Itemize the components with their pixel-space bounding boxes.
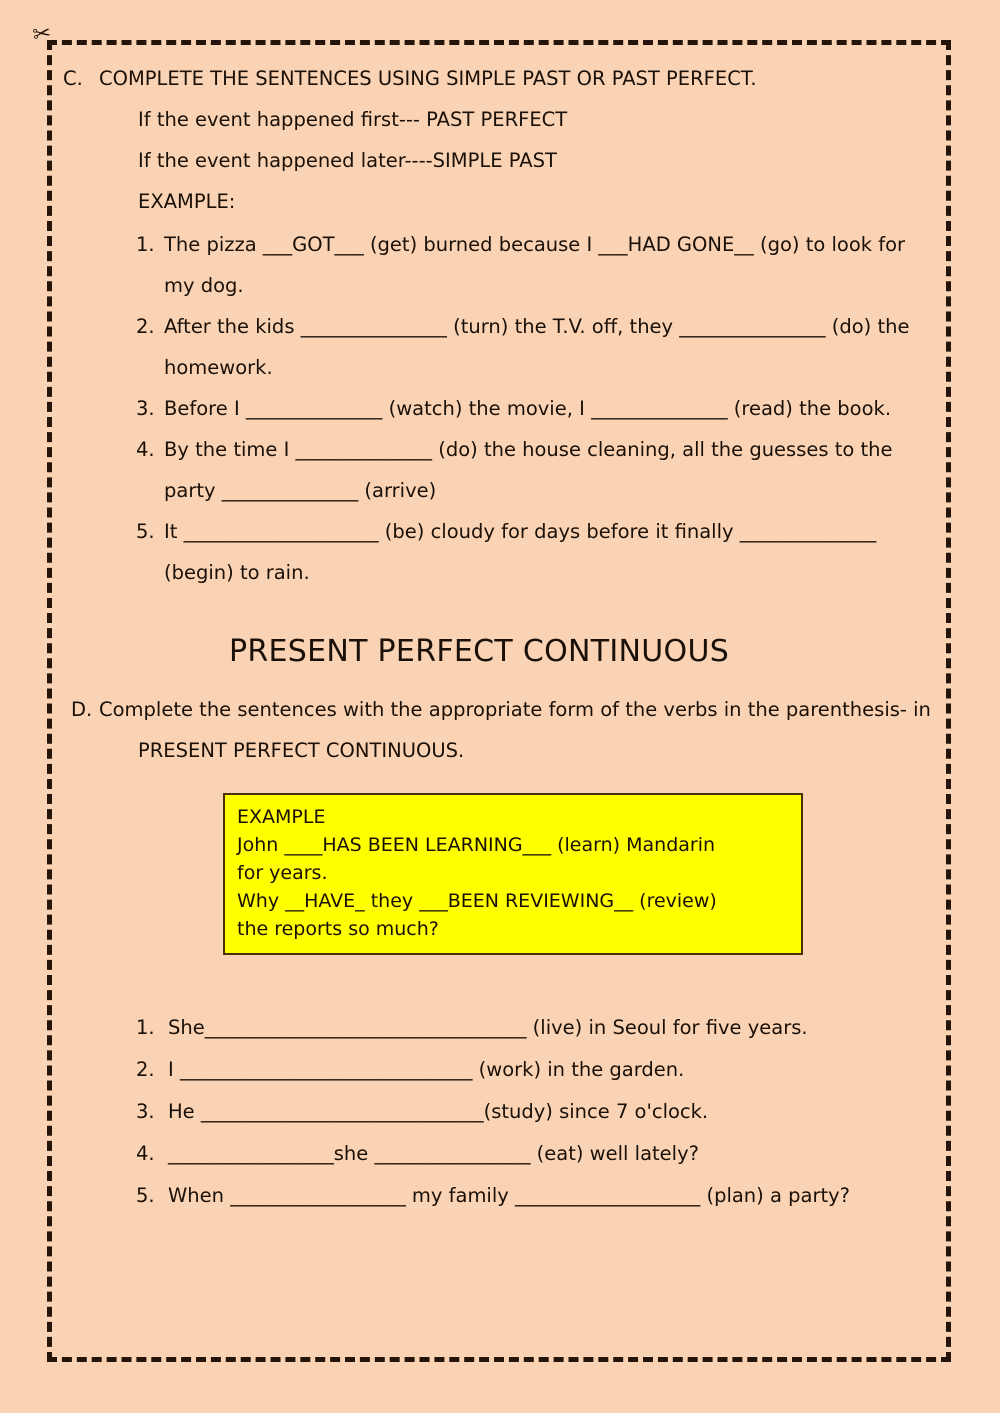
- list-item[interactable]: [136, 224, 935, 306]
- item-text: The pizza ___GOT___ (get) burned because I ___HAD GONE__ (go) to look for my dog.: [164, 233, 912, 297]
- worksheet-sheet: [47, 40, 951, 1362]
- item-text: _________________she ________________ (eat) well lately?: [168, 1142, 699, 1165]
- section-c-question-list: [136, 224, 935, 593]
- item-text: When __________________ my family ___________________ (plan) a party?: [168, 1184, 851, 1207]
- item-number: 4.: [136, 438, 155, 461]
- rule-past-perfect: If the event happened first--- PAST PERFECT: [138, 108, 568, 131]
- item-text: After the kids _______________ (turn) the T.V. off, they _______________ (do) the homework.: [164, 315, 916, 379]
- item-number: 5.: [136, 1184, 155, 1207]
- item-number: 4.: [136, 1142, 155, 1165]
- list-item[interactable]: [136, 1091, 935, 1133]
- item-text: Before I ______________ (watch) the movie, I ______________ (read) the book.: [164, 397, 892, 420]
- example-box-label: EXAMPLE: [237, 806, 326, 828]
- example-box-line-4: the reports so much?: [237, 918, 439, 940]
- item-number: 1.: [136, 1016, 155, 1039]
- spacer: [63, 955, 935, 1007]
- item-text: It ____________________ (be) cloudy for days before it finally ______________ (begin) to rain.: [164, 520, 883, 584]
- item-text: I ______________________________ (work) in the garden.: [168, 1058, 685, 1081]
- section-c-example-label: EXAMPLE:: [138, 190, 236, 213]
- example-box-line-1: John ____HAS BEEN LEARNING___ (learn) Mandarin: [237, 834, 716, 856]
- list-item[interactable]: [136, 511, 935, 593]
- item-text: He _____________________________(study) since 7 o'clock.: [168, 1100, 709, 1123]
- example-box-line-2: for years.: [237, 862, 328, 884]
- list-item[interactable]: [136, 388, 935, 429]
- item-number: 1.: [136, 233, 155, 256]
- item-number: 2.: [136, 315, 155, 338]
- section-c-letter: C.: [63, 67, 83, 90]
- scissors-icon: ✂: [31, 20, 53, 49]
- item-number: 3.: [136, 397, 155, 420]
- item-number: 3.: [136, 1100, 155, 1123]
- list-item[interactable]: [136, 1133, 935, 1175]
- list-item[interactable]: [136, 1049, 935, 1091]
- list-item[interactable]: [136, 306, 935, 388]
- list-item[interactable]: [136, 1175, 935, 1217]
- section-c-heading: [63, 58, 935, 99]
- rule-simple-past: If the event happened later----SIMPLE PAST: [138, 149, 557, 172]
- section-d-instruction-line1: Complete the sentences with the appropriate form of the verbs in the parenthesis- in: [99, 698, 931, 721]
- example-box-line-3: Why __HAVE_ they ___BEEN REVIEWING__ (review): [237, 890, 717, 912]
- item-text: She_________________________________ (live) in Seoul for five years.: [168, 1016, 808, 1039]
- section-d-letter: D.: [71, 698, 93, 721]
- present-perfect-continuous-title: PRESENT PERFECT CONTINUOUS: [228, 634, 730, 669]
- section-d-instruction-line2: PRESENT PERFECT CONTINUOUS.: [138, 739, 465, 762]
- item-text: By the time I ______________ (do) the house cleaning, all the guesses to the party ______________ (arrive): [164, 438, 899, 502]
- section-d-question-list: [136, 1007, 935, 1217]
- list-item[interactable]: [136, 429, 935, 511]
- section-c-heading-text: COMPLETE THE SENTENCES USING SIMPLE PAST OR PAST PERFECT.: [99, 67, 757, 90]
- list-item[interactable]: [136, 1007, 935, 1049]
- example-callout-box: [223, 793, 803, 955]
- item-number: 2.: [136, 1058, 155, 1081]
- item-number: 5.: [136, 520, 155, 543]
- section-d-heading: [63, 689, 935, 730]
